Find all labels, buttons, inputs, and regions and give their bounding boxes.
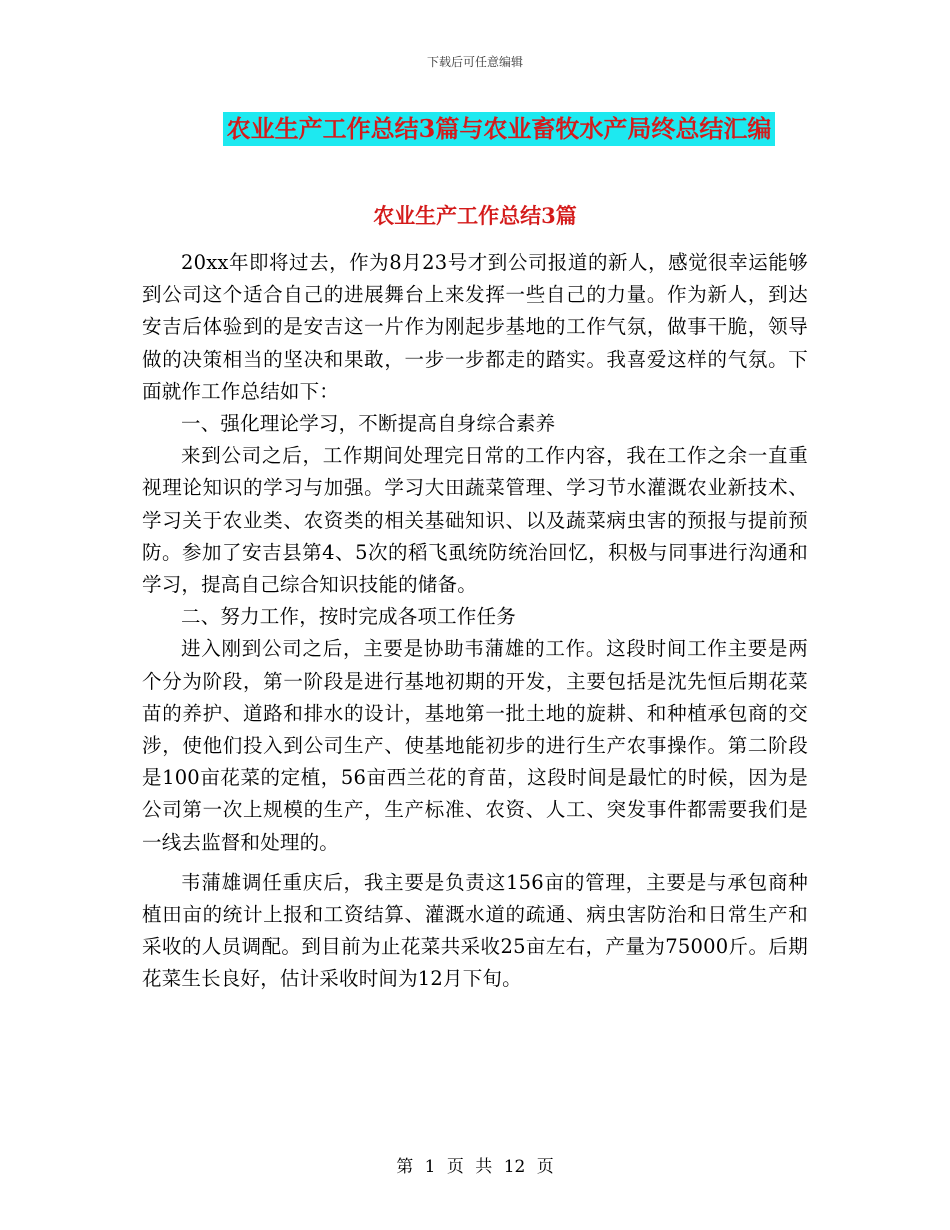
section-heading-2: 二、努力工作，按时完成各项工作任务 [181, 605, 516, 629]
page-footer: 第 1 页 共 12 页 [396, 1157, 554, 1177]
header-note: 下载后可任意编辑 [426, 55, 523, 69]
sub-title: 农业生产工作总结3篇 [373, 203, 577, 228]
body-text [142, 247, 808, 996]
main-title-container [0, 112, 950, 146]
section-heading-1: 一、强化理论学习，不断提高自身综合素养 [181, 412, 556, 436]
paragraph-intro: 20xx年即将过去，作为8月23号才到公司报道的新人，感觉很幸运能够到公司这个适合自己的进展舞台上来发挥一些自己的力量。作为新人，到达安吉后体验到的是安吉这一片作为刚起步基地的工作气氛，做事干脆，领导做的决策相当的坚决和果敢，一步一步都走的踏实。我喜爱这样的气氛。下面就作工作总结如下： [142, 251, 808, 403]
main-title: 农业生产工作总结3篇与农业畜牧水产局终总结汇编 [223, 112, 776, 146]
paragraph-work: 进入刚到公司之后，主要是协助韦蒲雄的工作。这段时间工作主要是两个分为阶段，第一阶段是进行基地初期的开发，主要包括是沈先恒后期花菜苗的养护、道路和排水的设计，基地第一批土地的旋耕、和种植承包商的交涉，使他们投入到公司生产、使基地能初步的进行生产农事操作。第二阶段是100亩花菜的定植，56亩西兰花的育苗，这段时间是最忙的时候，因为是公司第一次上规模的生产，生产标准、农资、人工、突发事件都需要我们是一线去监督和处理的。 [142, 637, 808, 854]
paragraph-study: 来到公司之后，工作期间处理完日常的工作内容，我在工作之余一直重视理论知识的学习与加强。学习大田蔬菜管理、学习节水灌溉农业新技术、学习关于农业类、农资类的相关基础知识、以及蔬菜病虫害的预报与提前预防。参加了安吉县第4、5次的稻飞虱统防统治回忆，积极与同事进行沟通和学习，提高自己综合知识技能的储备。 [142, 444, 808, 597]
paragraph-management: 韦蒲雄调任重庆后，我主要是负责这156亩的管理，主要是与承包商种植田亩的统计上报和工资结算、灌溉水道的疏通、病虫害防治和日常生产和采收的人员调配。到目前为止花菜共采收25亩左右，产量为75000斤。后期花菜生长良好，估计采收时间为12月下旬。 [142, 870, 808, 991]
